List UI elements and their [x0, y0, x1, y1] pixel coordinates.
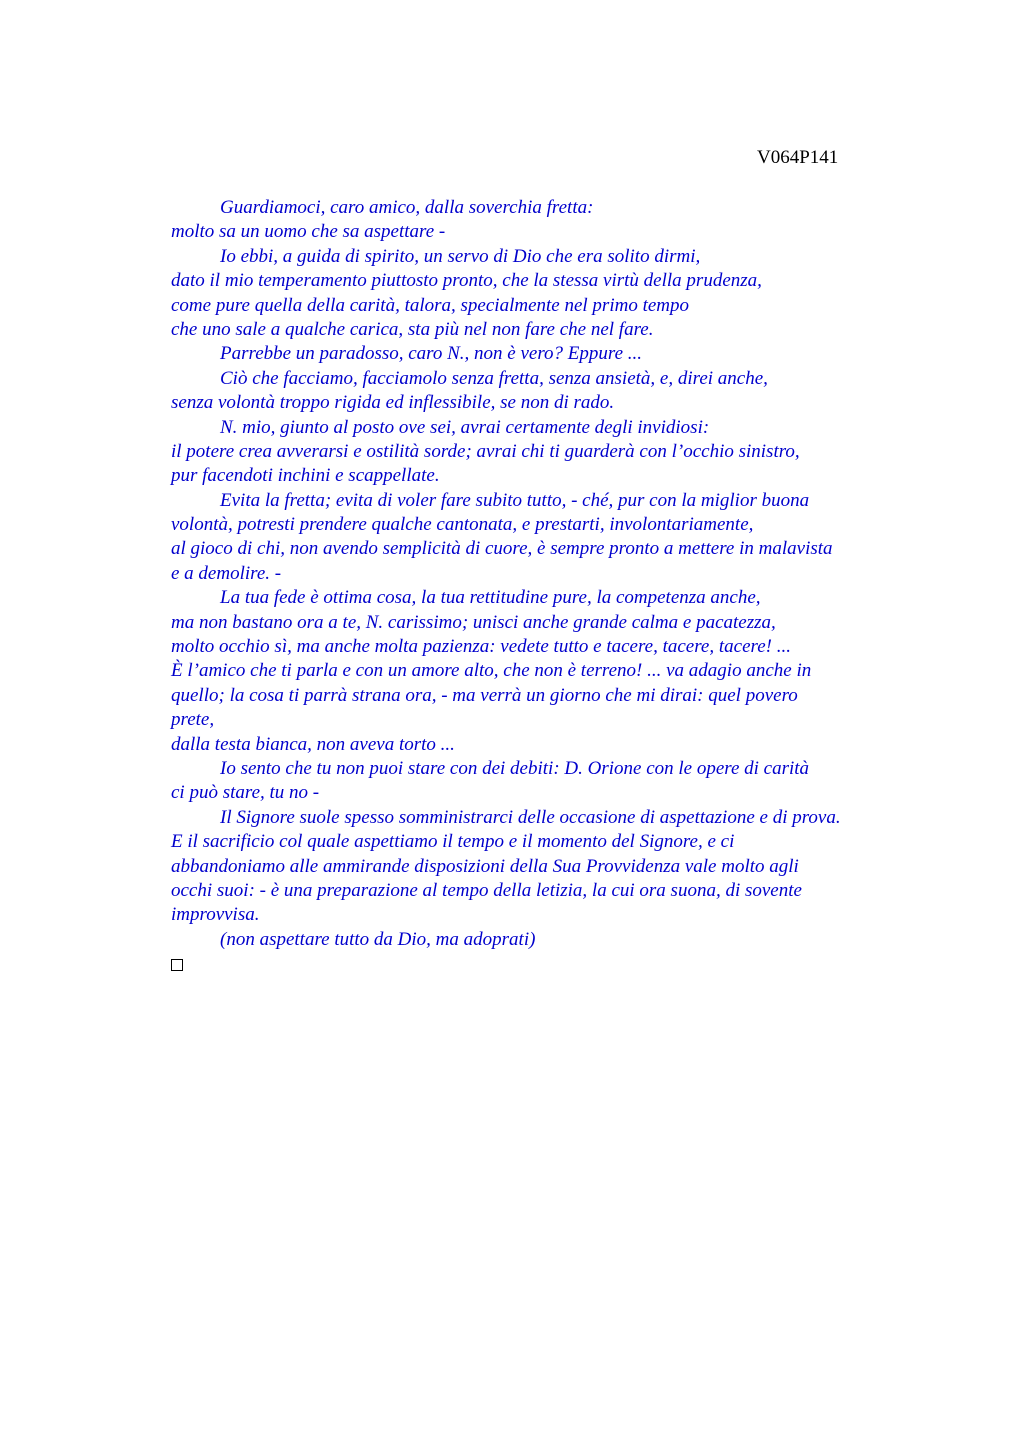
text-line: abbandoniamo alle ammirande disposizioni della Sua Provvidenza vale molto agli	[171, 855, 799, 877]
text-line: Ciò che facciamo, facciamolo senza fretta, senza ansietà, e, direi anche,	[220, 367, 768, 389]
text-line: N. mio, giunto al posto ove sei, avrai certamente degli invidiosi:	[220, 416, 710, 438]
text-line: pur facendoti inchini e scappellate.	[171, 465, 440, 487]
text-line: È l’amico che ti parla e con un amore alto, che non è terreno! ... va adagio anche in	[171, 660, 812, 682]
text-line: ma non bastano ora a te, N. carissimo; unisci anche grande calma e pacatezza,	[171, 611, 776, 633]
text-line: dato il mio temperamento piuttosto pronto, che la stessa virtù della prudenza,	[171, 270, 762, 292]
end-marker-square-icon	[171, 959, 183, 971]
text-line: La tua fede è ottima cosa, la tua rettitudine pure, la competenza anche,	[220, 587, 761, 609]
text-line: Io sento che tu non puoi stare con dei debiti: D. Orione con le opere di carità	[220, 757, 810, 779]
page-identifier: V064P141	[757, 147, 839, 168]
text-line: dalla testa bianca, non aveva torto ...	[171, 733, 455, 755]
text-line: molto sa un uomo che sa aspettare -	[171, 221, 446, 243]
text-line: volontà, potresti prendere qualche cantonata, e prestarti, involontariamente,	[171, 514, 754, 536]
text-line: Guardiamoci, caro amico, dalla soverchia fretta:	[220, 197, 594, 218]
text-line: Parrebbe un paradosso, caro N., non è vero? Eppure ...	[220, 343, 642, 365]
text-line: che uno sale a qualche carica, sta più nel non fare che nel fare.	[171, 318, 654, 340]
text-line: ci può stare, tu no -	[171, 782, 320, 804]
text-line: Io ebbi, a guida di spirito, un servo di Dio che era solito dirmi,	[220, 245, 701, 267]
text-line: come pure quella della carità, talora, specialmente nel primo tempo	[171, 294, 690, 316]
text-line: molto occhio sì, ma anche molta pazienza: vedete tutto e tacere, tacere, tacere! ...	[171, 636, 791, 658]
text-line: il potere crea avverarsi e ostilità sorde; avrai chi ti guarderà con l’occhio sinistro,	[171, 440, 800, 462]
letter-body	[171, 196, 911, 971]
text-line: improvvisa.	[171, 904, 260, 926]
text-line: occhi suoi: - è una preparazione al tempo della letizia, la cui ora suona, di sovente	[171, 879, 802, 901]
text-line: al gioco di chi, non avendo semplicità di cuore, è sempre pronto a mettere in malavista	[171, 538, 833, 560]
text-line: Evita la fretta; evita di voler fare subito tutto, - ché, pur con la miglior buona	[220, 489, 810, 511]
text-line: prete,	[171, 709, 215, 731]
text-line: E il sacrificio col quale aspettiamo il tempo e il momento del Signore, e ci	[171, 831, 735, 853]
text-line: Il Signore suole spesso somministrarci delle occasione di aspettazione e di prova.	[220, 806, 841, 828]
text-line: senza volontà troppo rigida ed inflessibile, se non di rado.	[171, 392, 615, 414]
text-line: (non aspettare tutto da Dio, ma adoprati)	[220, 928, 536, 950]
text-line: e a demolire. -	[171, 562, 282, 584]
text-line: quello; la cosa ti parrà strana ora, - ma verrà un giorno che mi dirai: quel povero	[171, 684, 798, 706]
